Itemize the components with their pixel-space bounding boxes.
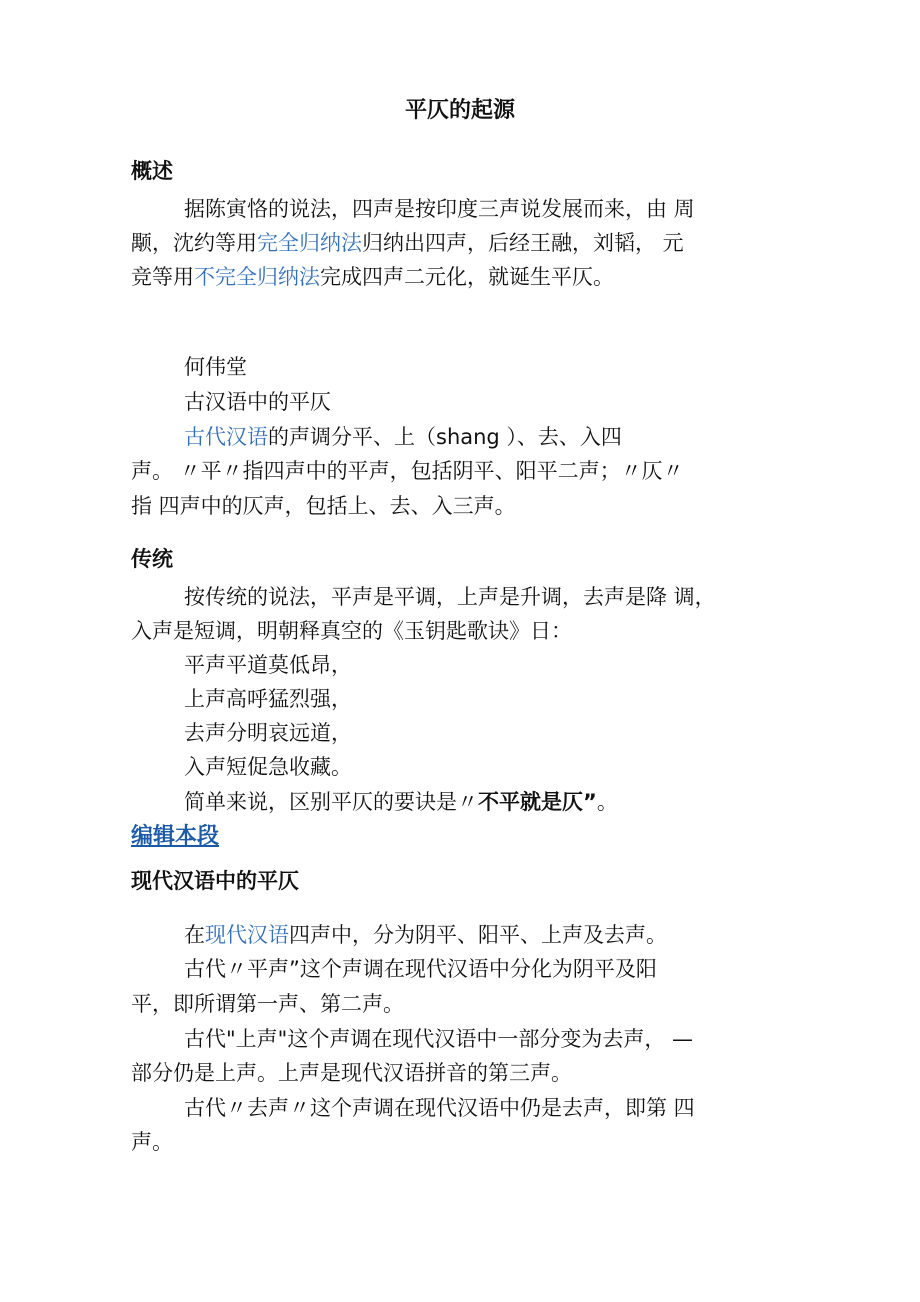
modern-line-6: 古代〃去声〃这个声调在现代汉语中仍是去声，即第 四 <box>184 1096 695 1120</box>
page-title: 平仄的起源 <box>404 98 515 123</box>
modern-line-3: 平，即所谓第一声、第二声。 <box>131 992 404 1016</box>
incomplete-induction-link[interactable]: 不完全归纳法 <box>194 265 320 289</box>
text: 四声中，分为阴平、阳平、上声及去声。 <box>289 923 667 947</box>
complete-induction-link[interactable]: 完全归纳法 <box>257 231 362 255</box>
text: 。 <box>596 790 618 814</box>
section-heading-overview: 概述 <box>131 159 173 183</box>
author-line-2: 声。 〃平〃指四声中的平声，包括阴平、阳平二声；〃仄〃 <box>131 459 684 483</box>
text: 归纳出四声，后经王融，刘韬， 元 <box>362 231 684 255</box>
poem-line: 入声短促急收藏。 <box>184 755 352 779</box>
modern-line-1 <box>184 918 667 952</box>
modern-line-2: 古代〃平声”这个声调在现代汉语中分化为阴平及阳 <box>184 957 657 981</box>
text: 的声调分平、上（shang ）、去、入四 <box>268 425 622 449</box>
tradition-summary <box>184 785 618 819</box>
modern-line-7: 声。 <box>131 1130 173 1154</box>
text: 在 <box>184 923 205 947</box>
text: 简单来说，区别平仄的要诀是〃 <box>184 790 478 814</box>
text: 竞等用 <box>131 265 194 289</box>
author-line-1 <box>184 420 622 454</box>
poem-line: 去声分明哀远道， <box>184 721 352 745</box>
overview-line-2 <box>131 226 684 260</box>
author-name: 何伟堂 <box>184 355 247 379</box>
section-heading-tradition: 传统 <box>131 547 173 571</box>
tradition-line-1: 按传统的说法，平声是平调，上声是升调，去声是降 调， <box>184 585 716 609</box>
modern-line-4: 古代"上声"这个声调在现代汉语中一部分变为去声， — <box>184 1027 693 1051</box>
text: 完成四声二元化，就诞生平仄。 <box>320 265 614 289</box>
overview-line-3 <box>131 260 614 294</box>
overview-line-1: 据陈寅恪的说法，四声是按印度三声说发展而来，由 周 <box>184 197 695 221</box>
author-subtitle: 古汉语中的平仄 <box>184 390 331 414</box>
poem-line: 平声平道莫低昂， <box>184 653 352 677</box>
poem-line: 上声高呼猛烈强， <box>184 687 352 711</box>
section-heading-modern: 现代汉语中的平仄 <box>131 869 299 893</box>
edit-section-link[interactable]: 编辑本段 <box>131 824 220 849</box>
text: 颙，沈约等用 <box>131 231 257 255</box>
ancient-chinese-link[interactable]: 古代汉语 <box>184 425 268 449</box>
tradition-line-2: 入声是短调，明朝释真空的《玉钥匙歌诀》日： <box>131 619 572 643</box>
rule-emphasis: 不平就是仄” <box>478 790 597 814</box>
author-line-3: 指 四声中的仄声，包括上、去、入三声。 <box>131 494 516 518</box>
modern-chinese-link[interactable]: 现代汉语 <box>205 923 289 947</box>
modern-line-5: 部分仍是上声。上声是现代汉语拼音的第三声。 <box>131 1061 572 1085</box>
